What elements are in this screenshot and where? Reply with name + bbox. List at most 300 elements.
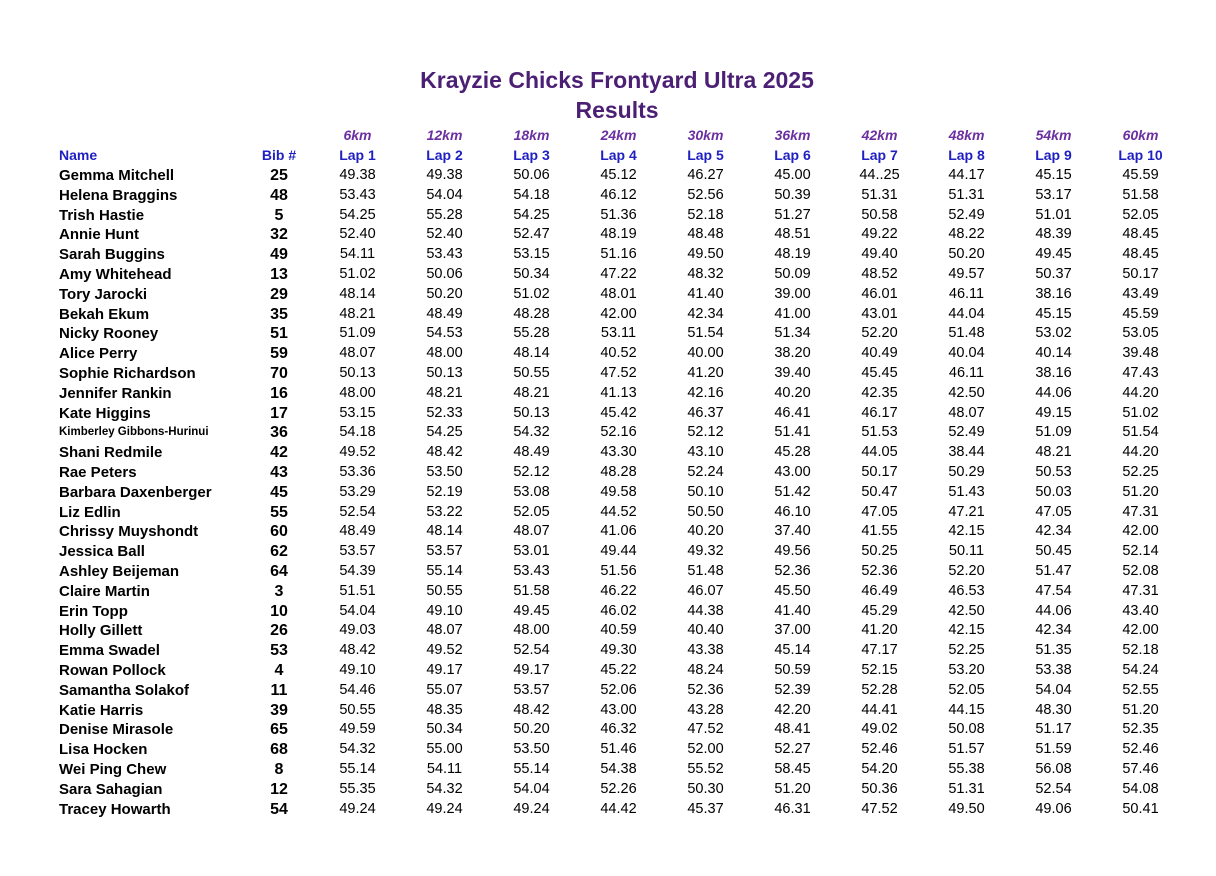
lap-time: 51.20: [774, 780, 811, 797]
lap-time: 48.14: [513, 345, 550, 362]
lap-time: 55.07: [426, 681, 463, 698]
bib-number: 51: [270, 325, 288, 343]
lap-time: 37.40: [774, 523, 811, 540]
table-row: [59, 206, 1184, 226]
lap-time: 48.28: [513, 305, 550, 322]
lap-time: 46.11: [948, 285, 985, 302]
table-row: [59, 780, 1184, 800]
lap-time: 49.52: [339, 444, 376, 461]
lap-time: 40.59: [600, 622, 637, 639]
lap-time: 51.47: [1035, 562, 1072, 579]
lap-time: 42.35: [861, 384, 898, 401]
lap-time: 49.03: [339, 622, 376, 639]
bib-number: 45: [270, 483, 288, 501]
lap-time: 39.00: [774, 285, 811, 302]
table-row: [59, 423, 1184, 443]
lap-time: 52.47: [513, 226, 550, 243]
lap-time: 53.15: [513, 246, 550, 263]
lap-time: 55.52: [687, 760, 724, 777]
empty-header-cell: [59, 126, 244, 146]
lap-time: 40.20: [774, 384, 811, 401]
lap-time: 47.54: [1035, 582, 1072, 599]
lap-time: 50.34: [426, 721, 463, 738]
lap-time: 48.19: [600, 226, 637, 243]
lap-time: 49.17: [426, 661, 463, 678]
lap-time: 47.05: [1035, 503, 1072, 520]
bib-number: 68: [270, 741, 288, 759]
lap-time: 44.17: [948, 167, 985, 183]
lap-time: 46.17: [861, 404, 898, 421]
distance-header: 18km: [513, 127, 550, 144]
lap-time: 45.45: [861, 364, 898, 381]
lap-time: 53.57: [513, 681, 550, 698]
lap-time: 49.58: [600, 483, 637, 500]
lap-time: 42.34: [687, 305, 724, 322]
runner-name: Claire Martin: [59, 582, 150, 600]
lap-time: 46.22: [600, 582, 637, 599]
lap-time: 45.12: [600, 167, 637, 183]
distance-header: 36km: [774, 127, 811, 144]
lap-time: 50.13: [513, 404, 550, 421]
lap-time: 48.21: [426, 384, 463, 401]
lap-time: 43.10: [687, 444, 724, 461]
lap-time: 40.49: [861, 345, 898, 362]
lap-time: 45.59: [1122, 167, 1159, 183]
lap-time: 51.31: [948, 780, 985, 797]
lap-time: 49.50: [687, 246, 724, 263]
bib-number: 42: [270, 444, 288, 462]
lap-time: 49.59: [339, 721, 376, 738]
lap-time: 51.58: [513, 582, 550, 599]
runner-name: Annie Hunt: [59, 226, 139, 244]
table-row: [59, 661, 1184, 681]
lap-time: 48.49: [339, 523, 376, 540]
lap-time: 46.41: [774, 404, 811, 421]
distance-header-row: [59, 126, 1184, 146]
lap-time: 48.07: [513, 523, 550, 540]
results-body: [59, 166, 1184, 819]
lap-time: 55.35: [339, 780, 376, 797]
lap-time: 39.40: [774, 364, 811, 381]
lap-time: 44.06: [1035, 602, 1072, 619]
lap-time: 52.54: [513, 642, 550, 659]
lap-time: 52.18: [687, 206, 724, 223]
lap-time: 48.07: [339, 345, 376, 362]
lap-time: 44.41: [861, 701, 898, 718]
lap-time: 46.32: [600, 721, 637, 738]
lap-time: 52.35: [1122, 721, 1159, 738]
bib-number: 12: [270, 780, 288, 798]
distance-header: 24km: [600, 127, 637, 144]
lap-time: 52.20: [948, 562, 985, 579]
lap-time: 52.36: [861, 562, 898, 579]
lap-time: 53.57: [339, 543, 376, 560]
lap-time: 52.40: [339, 226, 376, 243]
lap-time: 52.12: [513, 463, 550, 480]
lap-time: 50.20: [426, 285, 463, 302]
lap-time: 40.04: [948, 345, 985, 362]
lap-time: 49.38: [426, 167, 463, 183]
lap-time: 52.49: [948, 206, 985, 223]
lap-time: 53.57: [426, 543, 463, 560]
lap-time: 45.15: [1035, 167, 1072, 183]
lap-time: 53.50: [426, 463, 463, 480]
lap-time: 48.07: [948, 404, 985, 421]
lap-time: 51.46: [600, 741, 637, 758]
lap-time: 51.54: [1122, 424, 1159, 441]
lap-time: 42.15: [948, 523, 985, 540]
lap-time: 50.55: [339, 701, 376, 718]
lap-time: 42.50: [948, 384, 985, 401]
table-row: [59, 225, 1184, 245]
runner-name: Jennifer Rankin: [59, 384, 172, 402]
lap-time: 49.06: [1035, 800, 1072, 817]
lap-time: 44.38: [687, 602, 724, 619]
table-row: [59, 641, 1184, 661]
lap-column-header: Lap 2: [426, 147, 463, 164]
lap-time: 50.45: [1035, 543, 1072, 560]
lap-time: 38.16: [1035, 364, 1072, 381]
lap-time: 51.09: [1035, 424, 1072, 441]
lap-time: 54.04: [1035, 681, 1072, 698]
lap-time: 48.00: [426, 345, 463, 362]
lap-time: 50.34: [513, 265, 550, 282]
lap-time: 57.46: [1122, 760, 1159, 777]
bib-number: 55: [270, 503, 288, 521]
lap-time: 53.43: [513, 562, 550, 579]
lap-time: 43.49: [1122, 285, 1159, 302]
lap-time: 49.15: [1035, 404, 1072, 421]
lap-time: 52.55: [1122, 681, 1159, 698]
lap-time: 52.14: [1122, 543, 1159, 560]
runner-name: Barbara Daxenberger: [59, 483, 212, 501]
lap-time: 53.29: [339, 483, 376, 500]
bib-number: 17: [270, 404, 288, 422]
lap-time: 51.51: [339, 582, 376, 599]
runner-name: Holly Gillett: [59, 622, 143, 640]
lap-time: 38.20: [774, 345, 811, 362]
lap-time: 46.02: [600, 602, 637, 619]
runner-name: Samantha Solakof: [59, 681, 190, 699]
lap-time: 52.06: [600, 681, 637, 698]
runner-name: Rae Peters: [59, 463, 137, 481]
lap-time: 51.02: [513, 285, 550, 302]
column-header-row: [59, 146, 1184, 166]
lap-time: 51.41: [774, 424, 811, 441]
lap-time: 51.01: [1035, 206, 1072, 223]
lap-time: 50.47: [861, 483, 898, 500]
lap-time: 40.00: [687, 345, 724, 362]
lap-time: 49.17: [513, 661, 550, 678]
lap-column-header: Lap 4: [600, 147, 637, 164]
lap-time: 53.38: [1035, 661, 1072, 678]
lap-time: 45.00: [774, 167, 811, 183]
lap-time: 49.24: [339, 800, 376, 817]
lap-time: 41.40: [774, 602, 811, 619]
bib-number: 8: [274, 760, 284, 778]
bib-number: 54: [270, 800, 288, 818]
runner-name: Bekah Ekum: [59, 305, 150, 323]
lap-time: 52.25: [948, 642, 985, 659]
page-subtitle: Results: [575, 97, 659, 123]
lap-time: 52.05: [513, 503, 550, 520]
table-row: [59, 720, 1184, 740]
lap-time: 53.20: [948, 661, 985, 678]
lap-time: 46.49: [861, 582, 898, 599]
lap-time: 50.41: [1122, 800, 1159, 817]
bib-number: 65: [270, 721, 288, 739]
lap-time: 52.25: [1122, 463, 1159, 480]
lap-time: 41.06: [600, 523, 637, 540]
lap-time: 52.56: [687, 186, 724, 203]
lap-time: 52.36: [774, 562, 811, 579]
lap-time: 49.44: [600, 543, 637, 560]
lap-time: 50.17: [1122, 265, 1159, 282]
lap-time: 47.52: [687, 721, 724, 738]
lap-time: 49.22: [861, 226, 898, 243]
table-row: [59, 740, 1184, 760]
lap-time: 52.19: [426, 483, 463, 500]
bib-number: 48: [270, 186, 288, 204]
lap-time: 51.02: [339, 265, 376, 282]
table-row: [59, 483, 1184, 503]
bib-number: 39: [270, 701, 288, 719]
lap-time: 43.28: [687, 701, 724, 718]
runner-name: Alice Perry: [59, 345, 138, 363]
table-row: [59, 384, 1184, 404]
runner-name: Helena Braggins: [59, 186, 178, 204]
lap-time: 52.26: [600, 780, 637, 797]
distance-header: 42km: [861, 127, 898, 144]
lap-time: 50.55: [513, 364, 550, 381]
lap-time: 47.43: [1122, 364, 1159, 381]
distance-header: 48km: [948, 127, 985, 144]
lap-time: 50.03: [1035, 483, 1072, 500]
lap-time: 46.37: [687, 404, 724, 421]
lap-time: 52.39: [774, 681, 811, 698]
lap-time: 54.53: [426, 325, 463, 342]
lap-time: 46.07: [687, 582, 724, 599]
lap-time: 55.28: [513, 325, 550, 342]
bib-number: 32: [270, 226, 288, 244]
lap-time: 41.20: [861, 622, 898, 639]
bib-number: 13: [270, 265, 288, 283]
lap-time: 47.31: [1122, 582, 1159, 599]
bib-number: 11: [270, 681, 288, 699]
lap-time: 52.05: [948, 681, 985, 698]
lap-time: 44.06: [1035, 384, 1072, 401]
lap-time: 48.14: [339, 285, 376, 302]
distance-header: 12km: [426, 127, 463, 144]
lap-time: 51.58: [1122, 186, 1159, 203]
bib-number: 43: [270, 463, 288, 481]
lap-time: 47.17: [861, 642, 898, 659]
lap-time: 52.46: [861, 741, 898, 758]
lap-time: 50.06: [513, 167, 550, 183]
lap-time: 47.52: [600, 364, 637, 381]
bib-number: 10: [270, 602, 288, 620]
lap-time: 50.10: [687, 483, 724, 500]
lap-time: 47.21: [948, 503, 985, 520]
table-row: [59, 800, 1184, 820]
lap-time: 50.06: [426, 265, 463, 282]
lap-column-header: Lap 6: [774, 147, 811, 164]
lap-time: 48.42: [339, 642, 376, 659]
table-row: [59, 463, 1184, 483]
lap-time: 54.20: [861, 760, 898, 777]
lap-time: 49.24: [513, 800, 550, 817]
lap-time: 46.53: [948, 582, 985, 599]
bib-number: 62: [270, 543, 288, 561]
lap-time: 45.28: [774, 444, 811, 461]
runner-name: Trish Hastie: [59, 206, 145, 224]
runner-name: Wei Ping Chew: [59, 760, 167, 778]
lap-time: 53.05: [1122, 325, 1159, 342]
runner-name: Katie Harris: [59, 701, 144, 719]
lap-time: 54.25: [513, 206, 550, 223]
lap-time: 50.53: [1035, 463, 1072, 480]
table-row: [59, 621, 1184, 641]
lap-time: 48.14: [426, 523, 463, 540]
lap-time: 44..25: [859, 167, 900, 183]
lap-time: 48.52: [861, 265, 898, 282]
lap-time: 52.00: [687, 741, 724, 758]
lap-time: 55.38: [948, 760, 985, 777]
lap-time: 50.09: [774, 265, 811, 282]
lap-time: 54.38: [600, 760, 637, 777]
lap-time: 48.28: [600, 463, 637, 480]
lap-time: 51.34: [774, 325, 811, 342]
lap-time: 54.18: [513, 186, 550, 203]
lap-time: 54.04: [426, 186, 463, 203]
lap-time: 44.20: [1122, 384, 1159, 401]
table-row: [59, 701, 1184, 721]
bib-number: 60: [270, 523, 288, 541]
lap-time: 50.39: [774, 186, 811, 203]
lap-time: 56.08: [1035, 760, 1072, 777]
lap-time: 43.00: [600, 701, 637, 718]
bib-number: 59: [270, 345, 288, 363]
lap-column-header: Lap 8: [948, 147, 985, 164]
lap-time: 53.43: [339, 186, 376, 203]
lap-time: 45.42: [600, 404, 637, 421]
lap-time: 50.58: [861, 206, 898, 223]
lap-time: 54.32: [426, 780, 463, 797]
table-row: [59, 186, 1184, 206]
name-column-header: Name: [59, 147, 98, 164]
lap-time: 50.36: [861, 780, 898, 797]
lap-time: 49.40: [861, 246, 898, 263]
lap-time: 52.46: [1122, 741, 1159, 758]
runner-name: Jessica Ball: [59, 543, 145, 561]
results-table: [59, 126, 1184, 819]
lap-time: 50.13: [339, 364, 376, 381]
lap-time: 54.39: [339, 562, 376, 579]
lap-time: 42.50: [948, 602, 985, 619]
lap-time: 48.51: [774, 226, 811, 243]
lap-time: 40.20: [687, 523, 724, 540]
bib-number: 4: [274, 661, 284, 679]
lap-time: 51.36: [600, 206, 637, 223]
lap-time: 52.12: [687, 424, 724, 441]
lap-time: 53.43: [426, 246, 463, 263]
table-row: [59, 681, 1184, 701]
table-row: [59, 760, 1184, 780]
lap-time: 42.34: [1035, 523, 1072, 540]
lap-time: 48.45: [1122, 226, 1159, 243]
lap-time: 49.24: [426, 800, 463, 817]
lap-time: 55.14: [339, 760, 376, 777]
table-row: [59, 503, 1184, 523]
runner-name: Ashley Beijeman: [59, 562, 180, 580]
lap-time: 54.18: [339, 424, 376, 441]
table-row: [59, 305, 1184, 325]
lap-time: 53.50: [513, 741, 550, 758]
bib-number: 29: [270, 285, 288, 303]
table-row: [59, 166, 1184, 186]
lap-time: 42.15: [948, 622, 985, 639]
lap-time: 48.21: [1035, 444, 1072, 461]
lap-time: 48.45: [1122, 246, 1159, 263]
lap-time: 42.00: [600, 305, 637, 322]
bib-number: 35: [270, 305, 288, 323]
lap-time: 54.25: [426, 424, 463, 441]
lap-time: 49.30: [600, 642, 637, 659]
distance-header: 6km: [343, 127, 372, 144]
lap-column-header: Lap 5: [687, 147, 724, 164]
lap-time: 51.42: [774, 483, 811, 500]
bib-number: 3: [274, 582, 284, 600]
table-row: [59, 582, 1184, 602]
lap-time: 53.22: [426, 503, 463, 520]
runner-name: Sophie Richardson: [59, 364, 196, 382]
lap-time: 51.02: [1122, 404, 1159, 421]
lap-time: 50.59: [774, 661, 811, 678]
lap-column-header: Lap 9: [1035, 147, 1072, 164]
lap-time: 54.46: [339, 681, 376, 698]
lap-time: 50.30: [687, 780, 724, 797]
lap-time: 52.16: [600, 424, 637, 441]
table-row: [59, 324, 1184, 344]
lap-time: 48.00: [339, 384, 376, 401]
lap-time: 54.25: [339, 206, 376, 223]
lap-time: 50.50: [687, 503, 724, 520]
lap-time: 42.00: [1122, 523, 1159, 540]
table-row: [59, 443, 1184, 463]
lap-time: 44.20: [1122, 444, 1159, 461]
lap-time: 48.49: [513, 444, 550, 461]
lap-time: 46.01: [861, 285, 898, 302]
distance-header: 60km: [1122, 127, 1159, 144]
lap-time: 53.36: [339, 463, 376, 480]
lap-time: 44.15: [948, 701, 985, 718]
runner-name: Shani Redmile: [59, 444, 163, 462]
lap-time: 52.54: [339, 503, 376, 520]
lap-time: 51.31: [948, 186, 985, 203]
lap-time: 53.01: [513, 543, 550, 560]
bib-number: 26: [270, 622, 288, 640]
lap-time: 49.32: [687, 543, 724, 560]
lap-time: 53.15: [339, 404, 376, 421]
lap-time: 48.24: [687, 661, 724, 678]
lap-time: 45.59: [1122, 305, 1159, 322]
lap-time: 49.45: [513, 602, 550, 619]
lap-time: 50.17: [861, 463, 898, 480]
lap-time: 54.32: [339, 741, 376, 758]
table-row: [59, 245, 1184, 265]
lap-time: 47.52: [861, 800, 898, 817]
lap-time: 50.08: [948, 721, 985, 738]
